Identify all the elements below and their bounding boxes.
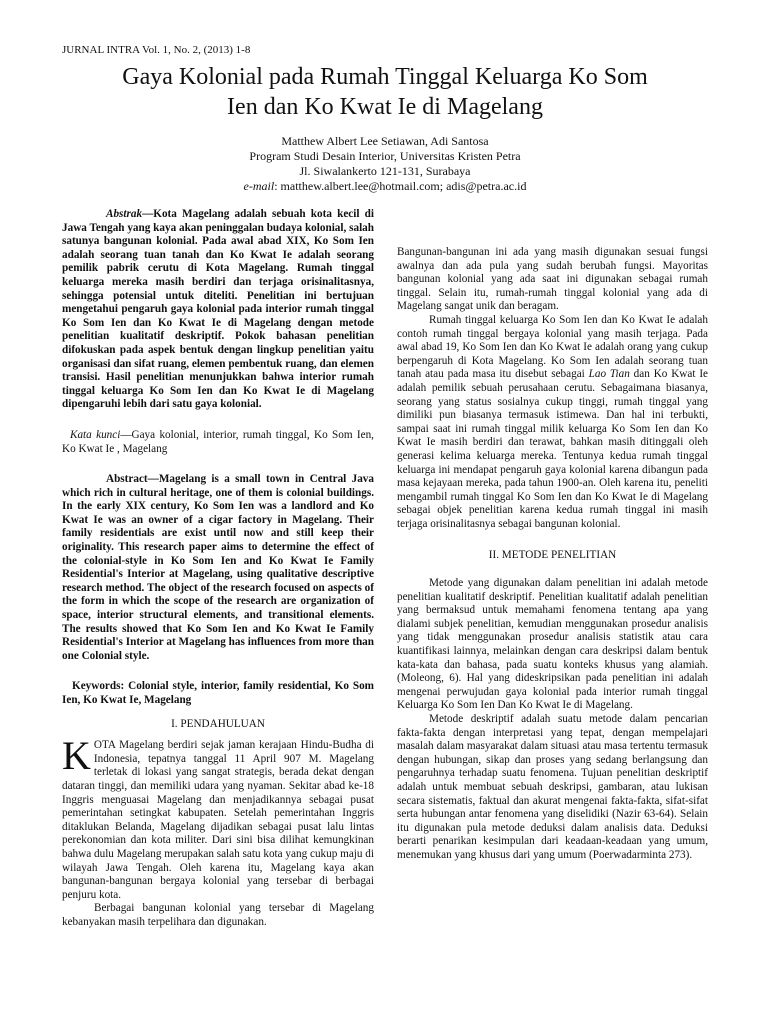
abstrak-label: Abstrak [106,208,143,220]
affiliation: Program Studi Desain Interior, Universitas Kristen Petra [249,149,521,163]
right-p2-text-b: dan Ko Kwat Ie adalah pemilik sebuah perusahaan cerutu. Sebagaimana biasanya, seorang yang status sosialnya cukup tinggi, rumah tinggal yang dimiliki pun biasanya termasuk istimewa. Dan hal ini terbukti, sampai saat ini rumah tinggal milik keluarga Ko Som Ien dan Ko Kwat Ie masih berdiri dan terawat, bahkan masih ditinggali oleh generasi kelima keluarga mereka. Tentunya kedua rumah tinggal keluarga ini mendapat pengaruh gaya kolonial karena dibangun pada masa kejayaan mereka, pada tahun 1900-an. Oleh karena itu, peneliti mengambil rumah tinggal Ko Som Ien dan Ko Kwat Ie di Magelang sebagai objek penelitian karena kedua rumah tinggal ini masih terjaga orisinalitasnya sebagai bangunan kolonial. [397,368,709,530]
paper-title [40,62,730,122]
address: Jl. Siwalankerto 121-131, Surabaya [299,164,471,178]
email-label: e-mail [243,179,275,193]
left-column [62,208,374,930]
abstract-en: Abstract—Magelang is a small town in Central Java which rich in cultural heritage, one of them is colonial buildings. In the early XIX century, Ko Som Ien was a landlord and Ko Kwat Ie was an owner of a cigar factory in Magelang. Their family residentials are exist until now and still keep their originality. This research paper aims to determine the effect of the colonial-style in Ko Som Ien and Ko Kwat Ie Family Residential's Interior at Magelang, using qualitative descriptive research method. The object of the research focused on aspects of the form in which the scope of the research are organization of space, interior structural elements, and transitional elements. The results showed that Ko Som Ien and Ko Kwat Ie Family Residential's Interior at Magelang has influences from more than one Colonial style. [62,473,374,662]
intro-p1-text: OTA Magelang berdiri sejak jaman kerajaan Hindu-Budha di Indonesia, tepatnya tanggal 11 April 907 M. Magelang terletak di lokasi yang sangat strategis, berada dekat dengan dataran tinggi, dan memiliki udara yang nyaman. Sekitar abad ke-18 Inggris menguasai Magelang dan menjadikannya sebagai pusat pemerintahan setingkat kabupaten. Setelah pemerintahan Inggris ditaklukan Belanda, Magelang dijadikan sebagai pusat lalu lintas perekonomian dan kota militer. Dari sini bisa dilihat kemungkinan bahwa dulu Magelang merupakan salah satu kota yang cukup maju di wilayah Jawa Tengah. Oleh karena itu, Magelang kaya akan bangunan-bangunan bergaya kolonial yang tersebar di berbagai penjuru kota. [62,739,374,901]
keywords-en: Keywords: Colonial style, interior, family residential, Ko Som Ien, Ko Kwat Ie, Magelang [62,680,374,706]
kata-kunci-label: Kata kunci [70,428,121,441]
lao-tian: Lao Tian [588,368,630,381]
method-paragraph-2: Metode deskriptif adalah suatu metode dalam pencarian fakta-fakta dengan interpretasi yang tepat, dengan mempelajari masalah dalam masyarakat dalam situasi atau masa tertentu termasuk dengan hubungan, sikap dan proses yang sedang berlangsung dan pengaruhnya terhadap suatu fenomena. Tujuan penelitian deskriptif adalah untuk membuat sebuah deskripsi, gambaran, atau lukisan secara sistematis, faktual dan akurat mengenai fakta-fakta, sifat-sifat serta hubungan antar fenomena yang diselidiki (Nazir 63-64). Selain itu digunakan pula metode deduksi dalam analisis data. Deduksi berarti penarikan kesimpulan dari keadaan-keadaan yang umum, menemukan yang khusus dari yang umum (Poerwadarminta 273). [397,713,708,861]
right-paragraph-2 [397,314,708,532]
author-block [60,134,710,194]
journal-header: JURNAL INTRA Vol. 1, No. 2, (2013) 1-8 [62,44,251,56]
section-heading-1: I. PENDAHULUAN [171,717,265,730]
authors: Matthew Albert Lee Setiawan, Adi Santosa [281,134,489,148]
abstrak-text: Kota Magelang adalah sebuah kota kecil di Jawa Tengah yang kaya akan peninggalan budaya kolonial, salah satunya bangunan kolonial. Pada awal abad XIX, Ko Som Ien adalah seorang tuan tanah dan Ko Kwat Ie adalah seorang pemilik pabrik cerutu di Kota Magelang. Rumah tinggal keluarga mereka masih berdiri dan terjaga orisinalitasnya, sehingga potensial untuk diteliti. Penelitian ini bertujuan mengetahui pengaruh gaya kolonial pada interior rumah tinggal Ko Som Ien dan Ko Kwat Ie di Magelang dengan metode penelitian kualitatif deskriptif. Pokok bahasan penelitian difokuskan pada aspek bentuk dengan lingkup penelitian yaitu organisasi dan sifat ruang, elemen pembentuk ruang, dan elemen transisi. Hasil penelitian menunjukkan bahwa interior rumah tinggal keluarga Ko Som Ien dan Ko Kwat Ie di Magelang dipengaruhi lebih dari satu gaya kolonial. [62,208,374,411]
right-paragraph-1: Bangunan-bangunan ini ada yang masih digunakan sesuai fungsi awalnya dan ada pula yang sudah berubah fungsi. Mayoritas bangunan kolonial yang ada saat ini digunakan sebagai rumah tinggal. Selain itu, rumah-rumah tinggal kolonial yang ada di Magelang sangat unik dan beragam. [397,246,708,313]
intro-paragraph-2: Berbagai bangunan kolonial yang tersebar di Magelang kebanyakan masih terpelihara dan digunakan. [62,902,374,928]
abstrak [62,208,374,412]
drop-cap: K [62,733,91,779]
right-p2-text-a: Rumah tinggal keluarga Ko Som Ien dan Ko Kwat Ie adalah contoh rumah tinggal bergaya kolonial yang masih terjaga. Pada awal abad 19, Ko Som Ien dan Ko Kwat Ie adalah orang yang cukup berpengaruh di Kota Magelang. Ko Som Ien adalah seorang tuan tanah atau pada masa itu disebut sebagai [397,313,708,381]
abstrak-dash: — [142,208,154,220]
intro-paragraph-1 [62,733,374,902]
email-line [60,179,710,194]
right-column [397,246,708,863]
title-line-2: Ien dan Ko Kwat Ie di Magelang [227,94,543,120]
email: : matthew.albert.lee@hotmail.com; adis@petra.ac.id [274,179,527,193]
kata-kunci-text: —Gaya kolonial, interior, rumah tinggal, Ko Som Ien, Ko Kwat Ie , Magelang [62,428,374,455]
kata-kunci [62,429,374,456]
method-paragraph-1: Metode yang digunakan dalam penelitian ini adalah metode penelitian kualitatif deskriptif. Penelitian kualitatif adalah penelitian yang bermaksud untuk memahami fenomena tentang apa yang dialami subjek penelitian, kemudian menggunakan prosedur analisis yang tidak menggunakan prosedur analisis statistik atau cara kuantifikasi lainnya, melainkan dengan cara deskripsi dalam bentuk kata-kata dan bahasa, pada suatu konteks khusus yang alamiah. (Moleong, 6). Hal yang dideskripsikan pada penelitian ini adalah mengenai perwujudan gaya kolonial pada interior rumah tinggal Keluarga Ko Som Ien Dan Ko Kwat Ie di Magelang. [397,577,708,712]
section-heading-2: II. METODE PENELITIAN [488,549,617,562]
title-line-1: Gaya Kolonial pada Rumah Tinggal Keluarga Ko Som [122,64,648,90]
